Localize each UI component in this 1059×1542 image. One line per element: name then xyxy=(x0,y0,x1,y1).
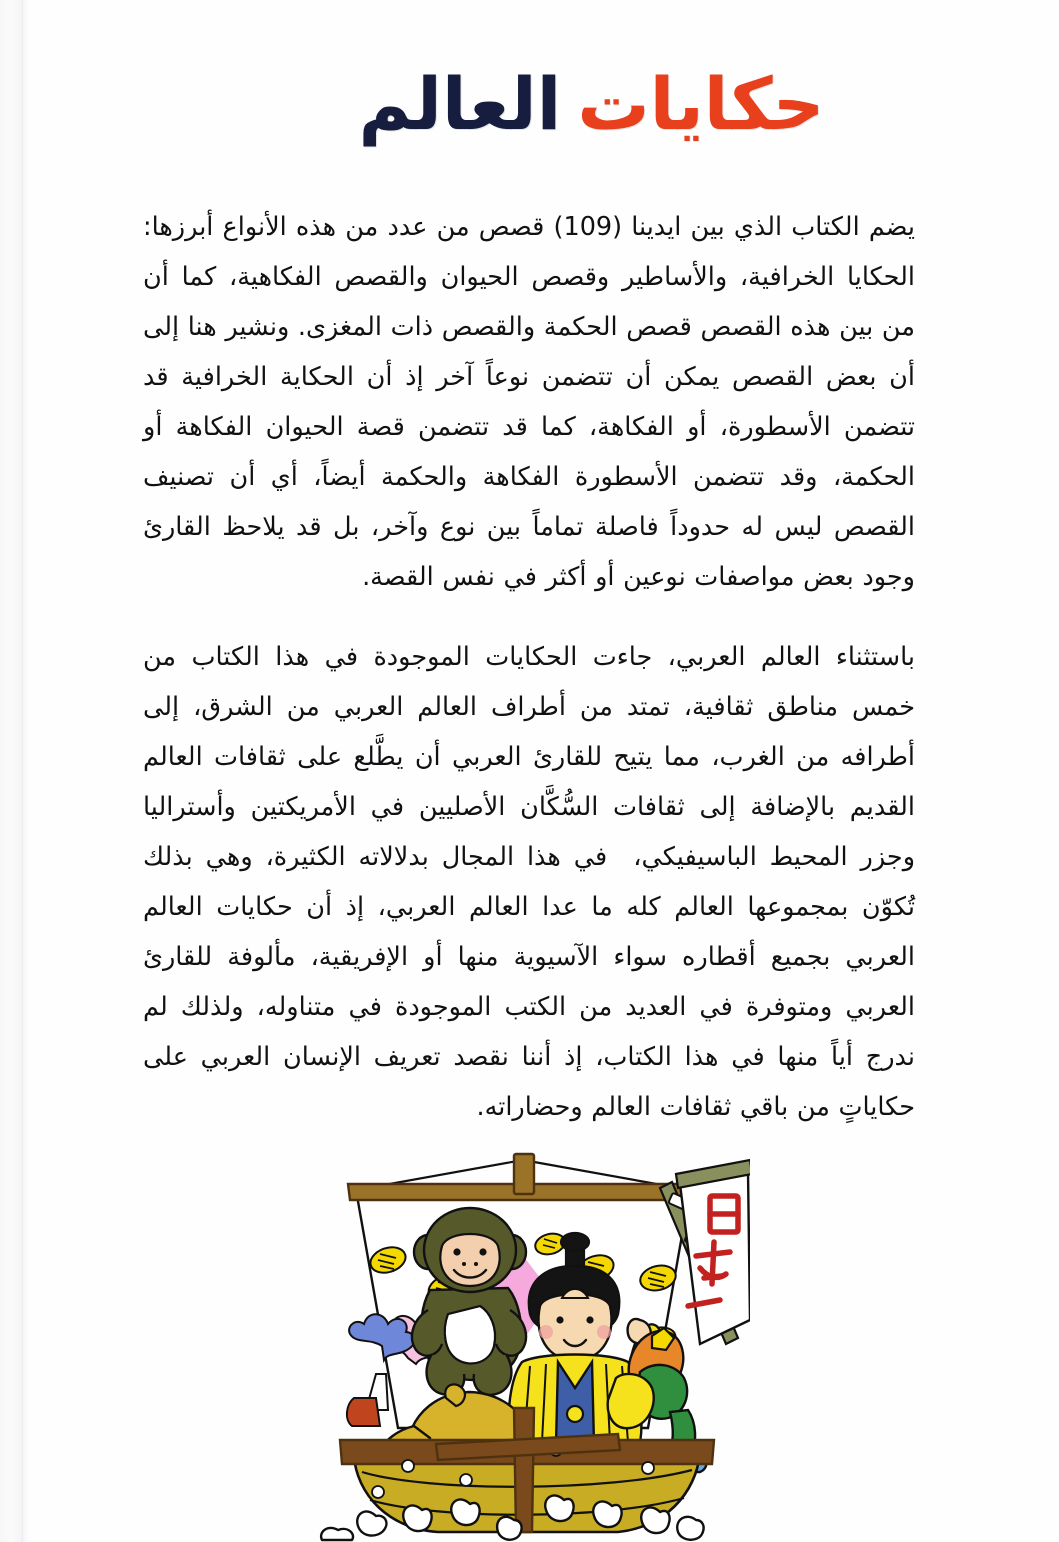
monkey-eye-right xyxy=(479,1248,486,1255)
monkey-nostril-right xyxy=(474,1262,478,1266)
scan-edge-shading xyxy=(0,0,30,1542)
paragraph-1: يضم الكتاب الذي بين ايدينا (109) قصص من عدد من هذه الأنواع أبرزها: الحكايا الخرافية، والأساطير وقصص الحيوان والقصص الفكاهية، كما أن من بين هذه القصص قصص الحكمة والقصص ذات المغزى. ونشير هنا إلى أن بعض القصص يمكن أن تتضمن نوعاً آخر إذ أن الحكاية الخرافية قد تتضمن الأسطورة، أو الفكاهة، كما قد تتضمن قصة الحيوان الفكاهة أو الحكمة، وقد تتضمن الأسطورة الفكاهة والحكمة أيضاً، أي أن تصنيف القصص ليس له حدوداً فاصلة تماماً بين نوع وآخر، بل قد يلاحظ القارئ وجود بعض مواصفات نوعين أو أكثر في نفس القصة. xyxy=(143,212,915,592)
boy-eye-left xyxy=(556,1316,563,1323)
title-word-hikayat: حكايات xyxy=(577,62,825,146)
wave-crest xyxy=(641,1507,669,1533)
page-title xyxy=(0,62,1059,147)
scan-line-artifact xyxy=(22,0,23,1542)
wave-crest xyxy=(593,1501,621,1527)
title-text xyxy=(358,62,824,147)
title-word-alalam: العالم xyxy=(358,62,562,146)
wave-crest xyxy=(545,1495,573,1521)
wave-crest xyxy=(451,1499,479,1525)
monkey-belly xyxy=(445,1306,495,1364)
paragraph-2 xyxy=(143,632,915,1132)
monkey-figure xyxy=(412,1208,526,1395)
red-rock xyxy=(347,1398,380,1426)
mast-top xyxy=(514,1154,534,1194)
treasure-sack-yellow xyxy=(608,1374,654,1428)
illustration-japanese-treasure-ship xyxy=(318,1148,750,1542)
monkey-eye-left xyxy=(453,1248,460,1255)
boy-cheek-left xyxy=(539,1325,553,1339)
wave-crest xyxy=(677,1517,703,1540)
paragraph-2-part-b: في هذا المجال بدلالاته الكثيرة، وهي بذلك تُكوّن بمجموعها العالم كله ما عدا العالم العربي، إذ أن حكايات العالم العربي بجميع أقطاره سواء الآسيوية منها أو الإفريقية، مألوفة للقارئ العربي ومتوفرة في العديد من الكتب الموجودة في متناوله، ولذلك لم ندرج أياً منها في هذا الكتاب، إذ أننا نقصد تعريف الإنسان العربي على حكاياتٍ من باقي ثقافات العالم وحضاراته. xyxy=(143,842,915,1122)
body-text xyxy=(143,202,915,1132)
wave-crest xyxy=(497,1517,522,1540)
wave-crest xyxy=(357,1511,386,1535)
wave-crest xyxy=(403,1505,431,1531)
treasure-ship-drawing xyxy=(318,1148,750,1542)
monkey-nostril-left xyxy=(462,1262,466,1266)
boy-eye-right xyxy=(586,1316,593,1323)
boy-sash-knot xyxy=(567,1406,583,1422)
boy-cheek-right xyxy=(597,1325,611,1339)
paragraph-2-part-a: باستثناء العالم العربي، جاءت الحكايات الموجودة في هذا الكتاب من خمس مناطق ثقافية، تمتد من أطراف العالم العربي من الشرق، إلى أطرافه من الغرب، مما يتيح للقارئ العربي أن يطَّلع على ثقافات العالم القديم بالإضافة إلى ثقافات السُّكَّان الأصليين في الأمريكتين وأستراليا وجزر المحيط الباسيفيكي، xyxy=(143,642,916,872)
wave-crest xyxy=(321,1528,353,1540)
mast-post xyxy=(514,1408,534,1532)
boy-topknot-cap xyxy=(561,1233,589,1251)
